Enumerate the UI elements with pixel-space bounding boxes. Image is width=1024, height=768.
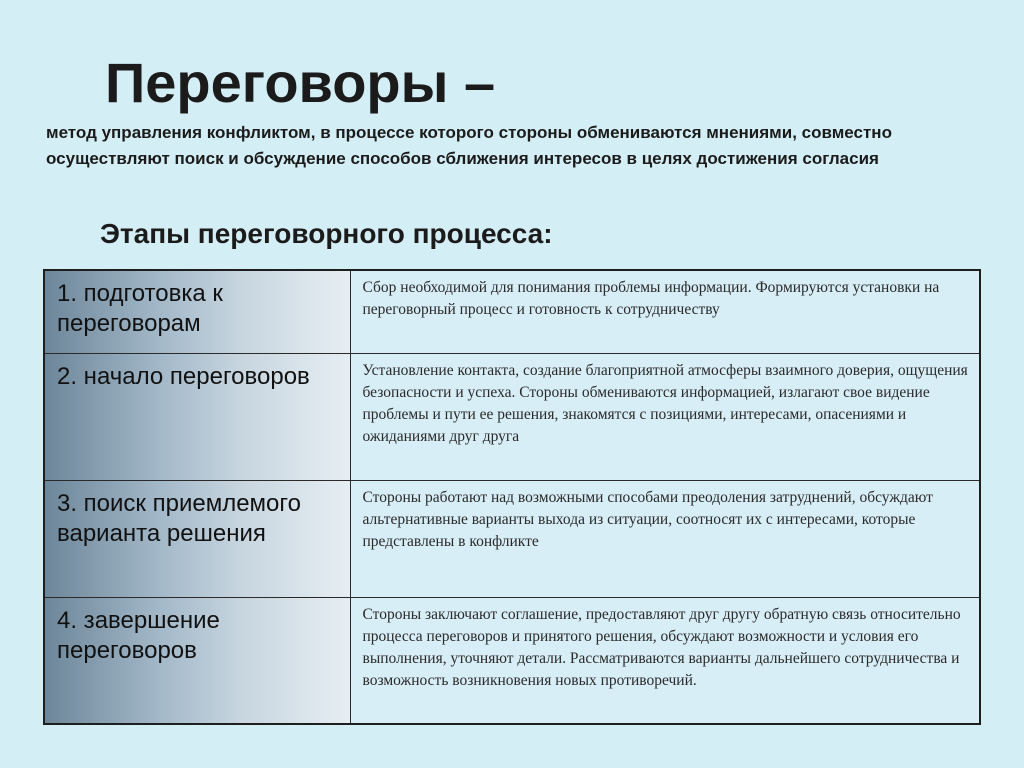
table-row bbox=[44, 353, 980, 480]
stage-description-cell: Установление контакта, создание благоприятной атмосферы взаимного доверия, ощущения безопасности и успеха. Стороны обмениваются информацией, излагают свое видение проблемы и пути ее решения, знакомятся с позициями, интересами, опасениями и ожиданиями друг друга bbox=[350, 353, 980, 480]
stages-heading: Этапы переговорного процесса: bbox=[100, 218, 553, 249]
stage-description-cell: Сбор необходимой для понимания проблемы информации. Формируются установки на переговорный процесс и готовность к сотрудничеству bbox=[350, 270, 980, 353]
stage-name-cell: 1. подготовка к переговорам bbox=[44, 270, 350, 353]
stages-table bbox=[43, 269, 981, 725]
stage-name-cell: 4. завершение переговоров bbox=[44, 597, 350, 724]
slide-title: Переговоры – bbox=[105, 51, 496, 114]
stage-name-cell: 2. начало переговоров bbox=[44, 353, 350, 480]
table-row bbox=[44, 480, 980, 597]
table-row bbox=[44, 597, 980, 724]
definition-text: метод управления конфликтом, в процессе которого стороны обмениваются мнениями, совместно осуществляют поиск и обсуждение способов сближения интересов в целях достижения согласия bbox=[46, 123, 892, 168]
stage-name-cell: 3. поиск приемлемого варианта решения bbox=[44, 480, 350, 597]
stage-description-cell: Стороны работают над возможными способами преодоления затруднений, обсуждают альтернативные варианты выхода из ситуации, соотносят их с интересами, которые представлены в конфликте bbox=[350, 480, 980, 597]
stage-description-cell: Стороны заключают соглашение, предоставляют друг другу обратную связь относительно процесса переговоров и принятого решения, обсуждают возможности и условия его выполнения, уточняют детали. Рассматриваются варианты дальнейшего сотрудничества и возможность возникновения новых противоречий. bbox=[350, 597, 980, 724]
table-row bbox=[44, 270, 980, 353]
